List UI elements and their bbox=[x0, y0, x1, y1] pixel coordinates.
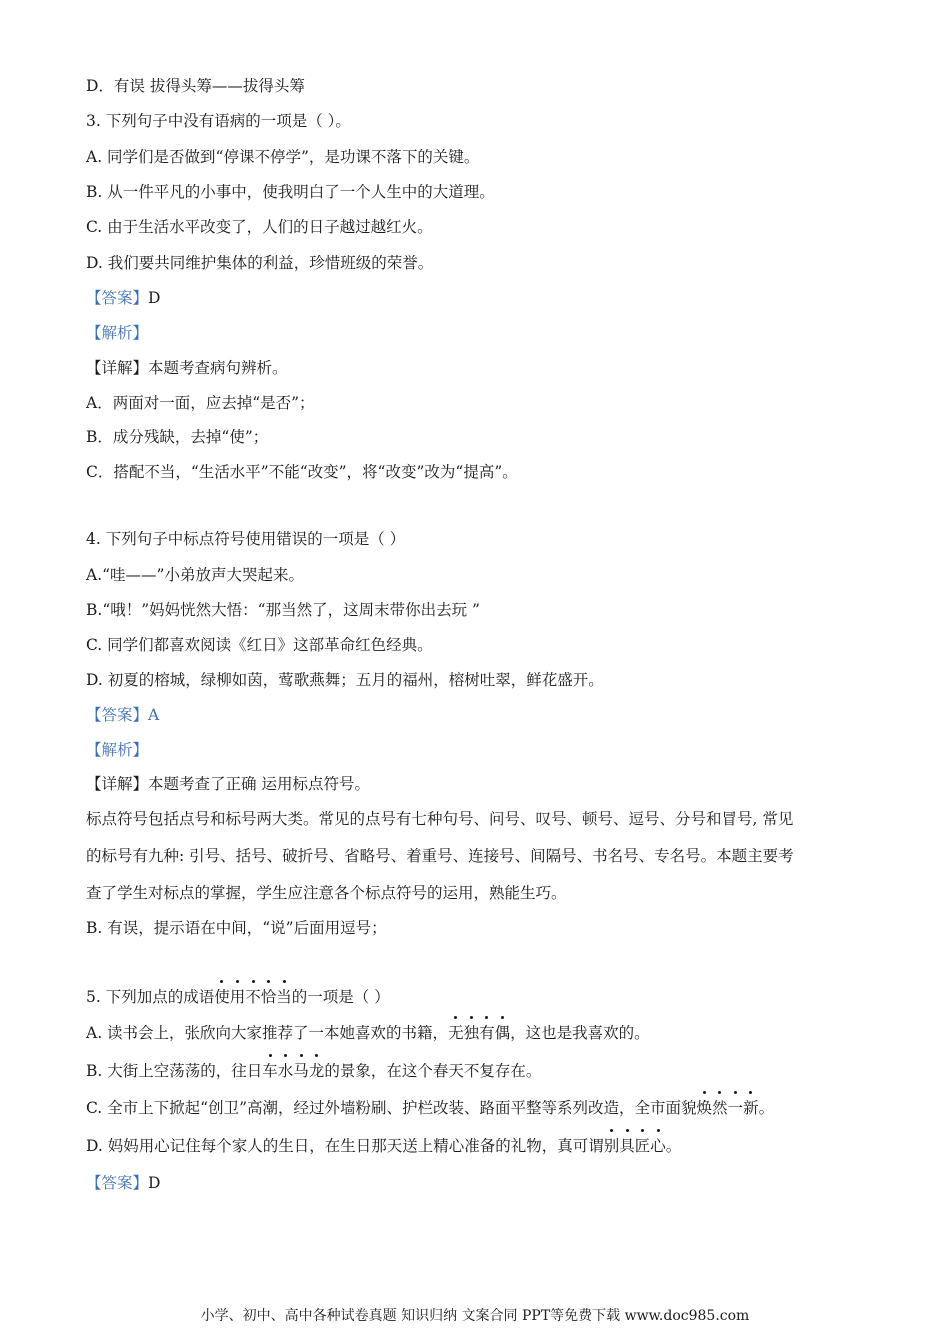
text-prefix: C. 全市上下掀起“创卫”高潮，经过外墙粉刷、护栏改装、路面平整等系列改造，全市面貌 bbox=[86, 1099, 697, 1117]
emphasis-char: 别 bbox=[603, 1137, 620, 1155]
detail-text: 本题考查病句辨析。 bbox=[148, 359, 288, 377]
detail-text: 本题考查了正确 运用标点符号。 bbox=[148, 775, 370, 793]
q5-suffix: 的一项是（ ） bbox=[291, 988, 390, 1006]
answer-value: A bbox=[148, 706, 160, 724]
emphasis-dotted bbox=[262, 1062, 324, 1080]
emphasis-char: 当 bbox=[276, 988, 292, 1006]
footer-banner: 小学、初中、高中各种试卷真题 知识归纳 文案合同 PPT等免费下载 www.doc985.com bbox=[200, 1308, 750, 1324]
emphasis-char: 心 bbox=[650, 1137, 666, 1155]
detail-tag: 【详解】 bbox=[86, 775, 149, 793]
emphasis-char: 具 bbox=[619, 1137, 635, 1155]
q3-analysis-tag: 【解析】 bbox=[86, 324, 149, 342]
q5-option-c bbox=[86, 1097, 774, 1119]
q4-paragraph-3: 查了学生对标点的掌握，学生应注意各个标点符号的运用，熟能生巧。 bbox=[86, 884, 567, 902]
q5-answer bbox=[86, 1172, 160, 1194]
emphasis-char: 无 bbox=[448, 1024, 464, 1042]
emphasis-dotted bbox=[214, 988, 292, 1006]
emphasis-char: 有 bbox=[479, 1024, 495, 1042]
emphasis-char: 然 bbox=[712, 1099, 728, 1117]
q5-option-b bbox=[86, 1060, 541, 1082]
question-4: 4. 下列句子中标点符号使用错误的一项是（ ） bbox=[86, 530, 406, 548]
q4-detail bbox=[86, 773, 370, 795]
q3-explain-a: A．两面对一面，应去掉“是否”； bbox=[86, 394, 315, 412]
detail-tag: 【详解】 bbox=[86, 359, 149, 377]
emphasis-char: 偶 bbox=[494, 1024, 511, 1042]
emphasis-char: 恰 bbox=[260, 988, 277, 1006]
question-5 bbox=[86, 986, 390, 1008]
emphasis-char: 新 bbox=[743, 1099, 759, 1117]
q4-answer bbox=[86, 704, 159, 726]
text-suffix: 。 bbox=[758, 1099, 775, 1117]
q4-analysis-tag: 【解析】 bbox=[86, 741, 149, 759]
text-suffix: ，这也是我喜欢的。 bbox=[510, 1024, 650, 1042]
q5-option-d bbox=[86, 1135, 681, 1157]
emphasis-char: 独 bbox=[463, 1024, 480, 1042]
q4-option-c: C. 同学们都喜欢阅读《红日》这部革命红色经典。 bbox=[86, 636, 433, 654]
q3-option-c: C. 由于生活水平改变了，人们的日子越过越红火。 bbox=[86, 218, 433, 236]
q3-explain-b: B．成分残缺，去掉“使”； bbox=[86, 428, 269, 446]
q4-explain-b: B. 有误，提示语在中间，“说”后面用逗号； bbox=[86, 919, 387, 937]
emphasis-char: 匠 bbox=[634, 1137, 651, 1155]
text-suffix: 的景象，在这个春天不复存在。 bbox=[324, 1062, 542, 1080]
q4-paragraph-2: 的标号有九种: 引号、括号、破折号、省略号、着重号、连接号、间隔号、书名号、专名号。本题主要考 bbox=[86, 847, 794, 865]
emphasis-char: 龙 bbox=[308, 1062, 325, 1080]
emphasis-char: 水 bbox=[277, 1062, 294, 1080]
text-prefix: B. 大街上空荡荡的，往日 bbox=[86, 1062, 263, 1080]
q3-detail bbox=[86, 357, 288, 379]
emphasis-char: 一 bbox=[727, 1099, 744, 1117]
q4-paragraph-1: 标点符号包括点号和标号两大类。常见的点号有七种句号、问号、叹号、顿号、逗号、分号和冒号, 常见 bbox=[86, 810, 794, 828]
text-prefix: D. 妈妈用心记住每个家人的生日，在生日那天送上精心准备的礼物，真可谓 bbox=[86, 1137, 604, 1155]
answer-value: D bbox=[148, 1174, 161, 1192]
emphasis-char: 用 bbox=[229, 988, 246, 1006]
q5-option-a bbox=[86, 1022, 650, 1044]
answer-value: D bbox=[148, 289, 161, 307]
emphasis-dotted bbox=[697, 1099, 759, 1117]
q3-option-b: B. 从一件平凡的小事中，使我明白了一个人生中的大道理。 bbox=[86, 183, 495, 201]
answer-tag: 【答案】 bbox=[86, 1174, 149, 1192]
answer-tag: 【答案】 bbox=[86, 706, 149, 724]
option-d-prev: D．有误 拔得头筹——拔得头筹 bbox=[86, 77, 305, 95]
q3-option-d: D. 我们要共同维护集体的利益，珍惜班级的荣誉。 bbox=[86, 254, 434, 272]
emphasis-char: 使 bbox=[214, 988, 230, 1006]
q4-option-b: B.“哦！”妈妈恍然大悟：“那当然了，这周末带你出去玩 ” bbox=[86, 601, 480, 619]
q3-answer bbox=[86, 287, 160, 309]
q5-prefix: 5. 下列加点的成语 bbox=[86, 988, 215, 1006]
q3-explain-c: C．搭配不当，“生活水平”不能“改变”，将“改变”改为“提高”。 bbox=[86, 463, 518, 481]
text-prefix: A. 读书会上，张欣向大家推荐了一本她喜欢的书籍， bbox=[86, 1024, 449, 1042]
question-3: 3. 下列句子中没有语病的一项是（ ）。 bbox=[86, 112, 351, 130]
text-suffix: 。 bbox=[665, 1137, 682, 1155]
answer-tag: 【答案】 bbox=[86, 289, 149, 307]
q4-option-a: A.“哇——”小弟放声大哭起来。 bbox=[86, 566, 304, 584]
q4-option-d: D. 初夏的榕城，绿柳如茵，莺歌燕舞；五月的福州，榕树吐翠，鲜花盛开。 bbox=[86, 671, 604, 689]
emphasis-char: 不 bbox=[245, 988, 261, 1006]
emphasis-dotted bbox=[604, 1137, 666, 1155]
emphasis-dotted bbox=[448, 1024, 510, 1042]
q3-option-a: A. 同学们是否做到“停课不停学”，是功课不落下的关键。 bbox=[86, 148, 480, 166]
emphasis-char: 焕 bbox=[696, 1099, 713, 1117]
emphasis-char: 马 bbox=[293, 1062, 309, 1080]
emphasis-char: 车 bbox=[262, 1062, 278, 1080]
